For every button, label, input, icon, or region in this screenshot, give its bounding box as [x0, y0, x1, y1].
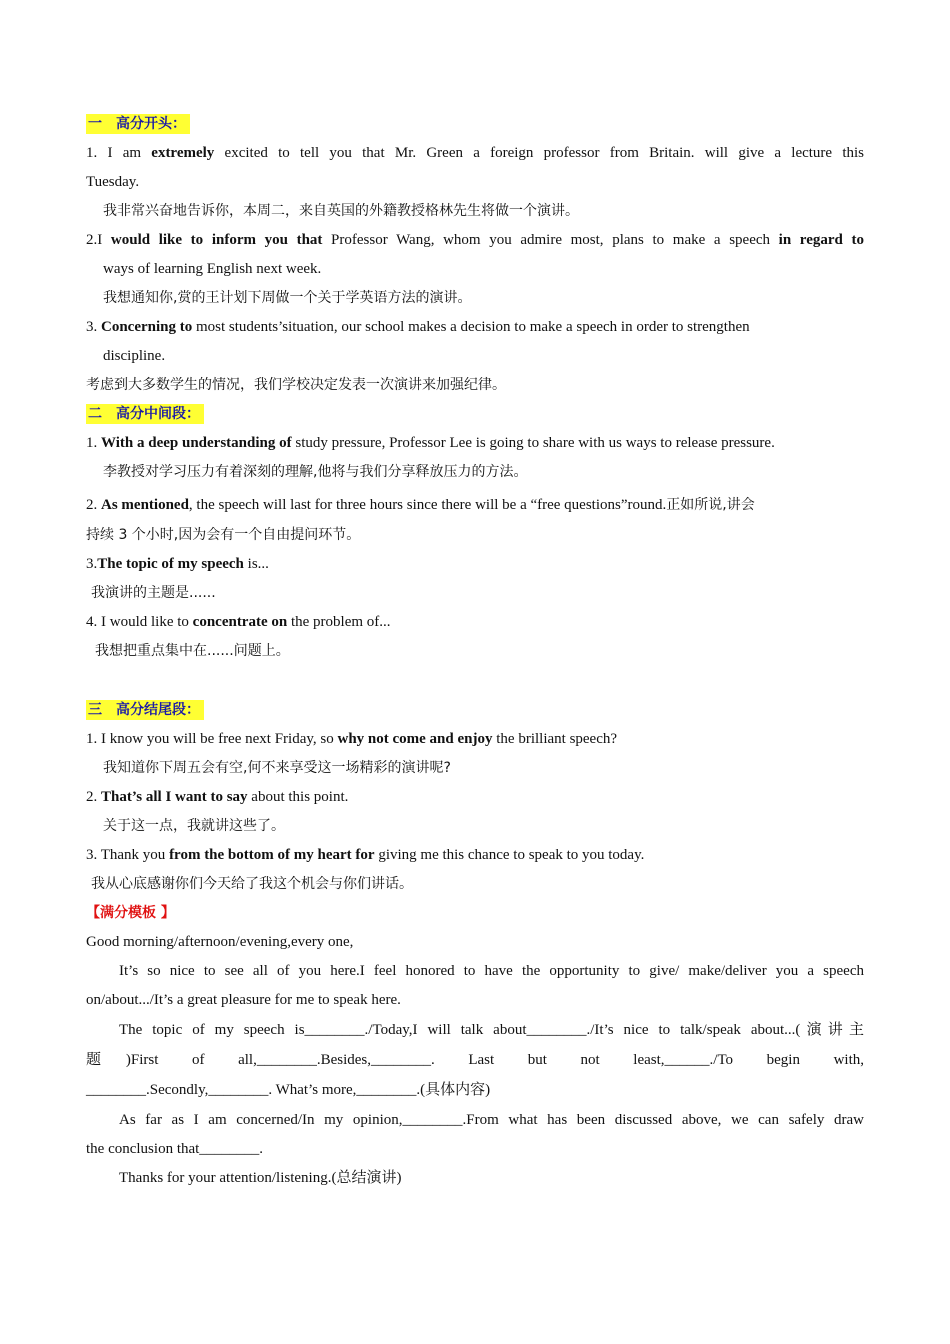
list-item-continuation: ways of learning English next week.	[103, 261, 322, 277]
template-paragraph: Thanks for your attention/listening.(总结演讲)	[119, 1170, 402, 1186]
template-paragraph: ________.Secondly,________. What’s more,________.(具体内容)	[86, 1082, 491, 1098]
template-greeting: Good morning/afternoon/evening,every one,	[86, 934, 354, 950]
list-item-continuation: discipline.	[103, 348, 166, 364]
list-item: 2. As mentioned, the speech will last for three hours since there will be a “free questions”round.正如所说,讲会	[86, 497, 755, 513]
section-heading-middle: 二 高分中间段：	[86, 400, 864, 429]
translation: 我想把重点集中在......问题上。	[95, 643, 290, 659]
list-item: 2. That’s all I want to say about this point.	[86, 789, 349, 805]
list-item: 3. Concerning to most students’situation, our school makes a decision to make a speech in order to strengthen	[86, 319, 750, 335]
template-paragraph: It’s so nice to see all of you here.I feel honored to have the opportunity to give/ make/deliver you a speech	[119, 963, 864, 979]
list-item-continuation: Tuesday.	[86, 174, 140, 190]
list-item: 1. With a deep understanding of study pressure, Professor Lee is going to share with us ways to release pressure.	[86, 435, 775, 451]
template-paragraph: 题 )First of all,________.Besides,________. Last but not least,______./To begin with,	[86, 1052, 864, 1068]
document-page	[86, 110, 864, 1193]
template-paragraph: the conclusion that________.	[86, 1141, 264, 1157]
template-heading: 【满分模板 】	[86, 905, 175, 921]
spacer	[86, 666, 864, 696]
template-paragraph: on/about.../It’s a great pleasure for me to speak here.	[86, 992, 401, 1008]
translation: 我知道你下周五会有空,何不来享受这一场精彩的演讲呢?	[103, 760, 451, 776]
list-item: 4. I would like to concentrate on the problem of...	[86, 614, 391, 630]
translation: 我从心底感谢你们今天给了我这个机会与你们讲话。	[91, 876, 413, 892]
translation: 持续 3 个小时,因为会有一个自由提问环节。	[86, 527, 361, 543]
translation: 考虑到大多数学生的情况，我们学校决定发表一次演讲来加强纪律。	[86, 377, 506, 393]
list-item: 3. Thank you from the bottom of my heart for giving me this chance to speak to you today.	[86, 847, 645, 863]
translation: 李教授对学习压力有着深刻的理解,他将与我们分享释放压力的方法。	[103, 464, 528, 480]
template-paragraph: As far as I am concerned/In my opinion,________.From what has been discussed above, we can safely draw	[119, 1112, 864, 1128]
section-heading-closing: 三 高分结尾段：	[86, 696, 864, 725]
translation: 关于这一点，我就讲这些了。	[103, 818, 285, 834]
template-paragraph: The topic of my speech is________./Today,I will talk about________./It’s nice to talk/speak about...(演讲主	[119, 1022, 864, 1038]
list-item: 3.The topic of my speech is...	[86, 556, 269, 572]
translation: 我演讲的主题是......	[91, 585, 216, 601]
list-item: 2.I would like to inform you that Professor Wang, whom you admire most, plans to make a speech in regard to	[86, 232, 864, 248]
list-item: 1. I know you will be free next Friday, so why not come and enjoy the brilliant speech?	[86, 731, 618, 747]
translation: 我想通知你,赏的王计划下周做一个关于学英语方法的演讲。	[103, 290, 472, 306]
translation: 我非常兴奋地告诉你，本周二，来自英国的外籍教授格林先生将做一个演讲。	[103, 203, 579, 219]
section-heading-opening: 一 高分开头：	[86, 110, 864, 139]
list-item: 1. I am extremely excited to tell you that Mr. Green a foreign professor from Britain. will give a lecture this	[86, 145, 864, 161]
